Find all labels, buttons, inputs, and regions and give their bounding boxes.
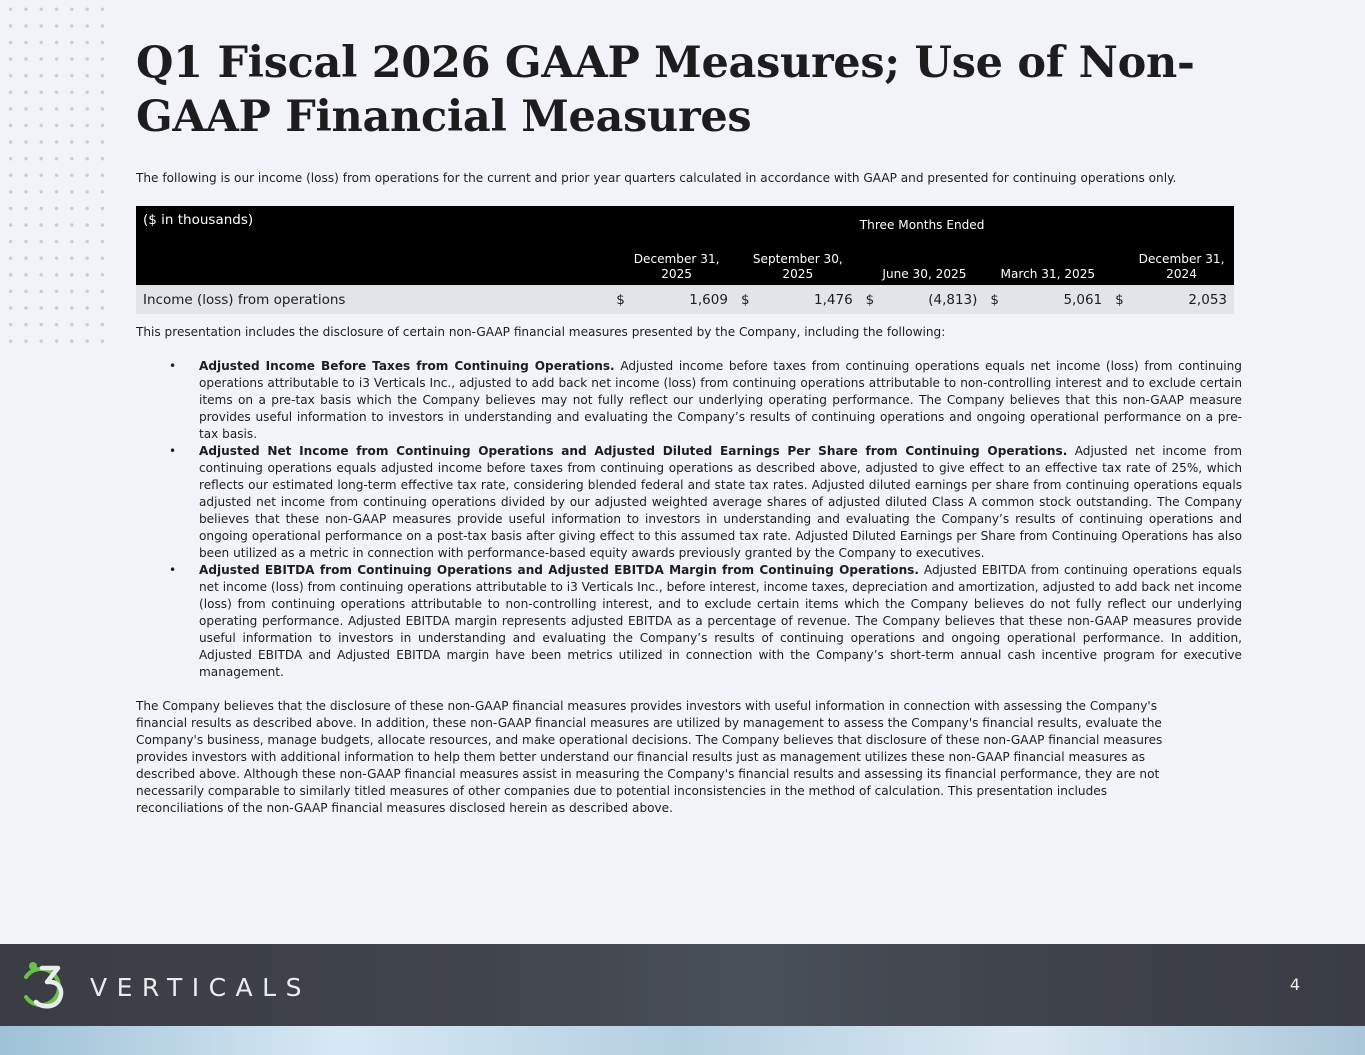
- page-title: Q1 Fiscal 2026 GAAP Measures; Use of Non-GAAP Financial Measures: [136, 38, 1195, 142]
- currency-symbol: $: [860, 285, 881, 314]
- dot-grid-decoration: [0, 0, 110, 350]
- value-cell: 2,053: [1130, 285, 1234, 314]
- bullet-icon: •: [169, 359, 177, 373]
- bullet-icon: •: [169, 563, 177, 577]
- table-header-row-2: [136, 241, 1234, 285]
- list-item: [136, 562, 1242, 681]
- currency-symbol: $: [735, 285, 756, 314]
- column-header: March 31, 2025: [984, 241, 1109, 285]
- bullet-text: Adjusted income before taxes from continuing operations equals net income (loss) from continuing operations attributable to i3 Verticals Inc., adjusted to add back net income (loss) from continuing operations attributable to non-controlling interest and to exclude certain items on a pre-tax basis which the Company believes may not fully reflect our underlying operating performance. The Company believes that this non-GAAP measure provides useful information to investors in understanding and evaluating the Company’s results of continuing operations and ongoing operational performance on a pre-tax basis.: [199, 359, 1242, 441]
- closing-paragraph: The Company believes that the disclosure of these non-GAAP financial measures provides investors with useful information in connection with assessing the Company's financial results as described above. In addition, these non-GAAP financial measures are utilized by management to assess the Company's financial results, evaluate the Company's business, manage budgets, allocate resources, and make operational decisions. The Company believes that disclosure of these non-GAAP financial measures provides investors with additional information to help them better understand our financial results just as management utilizes these non-GAAP financial measures as described above. Although these non-GAAP financial measures assist in measuring the Company's financial results and assessing its financial performance, they are not necessarily comparable to similarly titled measures of other companies due to potential inconsistencies in the method of calculation. This presentation includes reconciliations of the non-GAAP financial measures disclosed herein as described above.: [136, 699, 1163, 815]
- unit-label: ($ in thousands): [136, 206, 610, 241]
- table-row: [136, 285, 1234, 314]
- bullet-text: Adjusted EBITDA from continuing operations equals net income (loss) from continuing operations attributable to i3 Verticals Inc., before interest, income taxes, depreciation and amortization, adjusted to add back net income (loss) from continuing operations attributable to non-controlling interest, and to exclude certain items which the Company believes do not fully reflect our underlying operating performance. Adjusted EBITDA margin represents adjusted EBITDA as a percentage of revenue. The Company believes that these non-GAAP measures provide useful information to investors in understanding and evaluating the Company’s results of continuing operations and ongoing operational performance. In addition, Adjusted EBITDA and Adjusted EBITDA margin have been metrics utilized in connection with the Company’s short-term annual cash incentive program for executive management.: [199, 563, 1242, 679]
- section-intro: This presentation includes the disclosure of certain non-GAAP financial measures presented by the Company, including the following:: [136, 325, 946, 339]
- currency-symbol: $: [610, 285, 631, 314]
- non-gaap-measures-list: [136, 358, 1242, 681]
- value-cell: 5,061: [1005, 285, 1109, 314]
- value-cell: (4,813): [881, 285, 985, 314]
- column-header: December 31, 2024: [1109, 241, 1234, 285]
- gaap-income-table: [136, 206, 1234, 314]
- bullet-icon: •: [169, 444, 177, 458]
- i3-logo-icon: [22, 960, 82, 1012]
- page-number: 4: [1289, 975, 1301, 994]
- bullet-heading: Adjusted Income Before Taxes from Continuing Operations.: [199, 359, 615, 373]
- list-item: [136, 358, 1242, 443]
- bullet-heading: Adjusted EBITDA from Continuing Operations and Adjusted EBITDA Margin from Continuing Operations.: [199, 563, 919, 577]
- list-item: [136, 443, 1242, 562]
- row-label: Income (loss) from operations: [136, 285, 610, 314]
- bullet-text: Adjusted net income from continuing operations equals adjusted income before taxes from continuing operations as described above, adjusted to give effect to an effective tax rate of 25%, which reflects our estimated long-term effective tax rate, considering blended federal and state tax rates. Adjusted diluted earnings per share from continuing operations equals adjusted net income from continuing operations divided by our adjusted weighted average shares of adjusted diluted Class A common stock outstanding. The Company believes that these non-GAAP measures provide useful information to investors in understanding and evaluating the Company’s results of continuing operations and ongoing operational performance on a post-tax basis after giving effect to this assumed tax rate. Adjusted Diluted Earnings per Share from Continuing Operations has also been utilized as a metric in connection with performance-based equity awards previously granted by the Company to executives.: [199, 444, 1242, 560]
- non-gaap-section: [136, 324, 1242, 817]
- value-cell: 1,609: [631, 285, 735, 314]
- column-header: September 30, 2025: [735, 241, 860, 285]
- currency-symbol: $: [984, 285, 1005, 314]
- intro-text: The following is our income (loss) from operations for the current and prior year quarters calculated in accordance with GAAP and presented for continuing operations only.: [136, 171, 1177, 185]
- value-cell: 1,476: [756, 285, 860, 314]
- column-header: December 31, 2025: [610, 241, 735, 285]
- currency-symbol: $: [1109, 285, 1130, 314]
- table-header-row-1: [136, 206, 1234, 241]
- i3-verticals-logo: [22, 960, 311, 1012]
- bullet-heading: Adjusted Net Income from Continuing Operations and Adjusted Diluted Earnings Per Share from Continuing Operations.: [199, 444, 1068, 458]
- logo-wordmark: VERTICALS: [90, 973, 311, 1002]
- column-header: June 30, 2025: [860, 241, 985, 285]
- three-months-ended-label: Three Months Ended: [610, 206, 1234, 241]
